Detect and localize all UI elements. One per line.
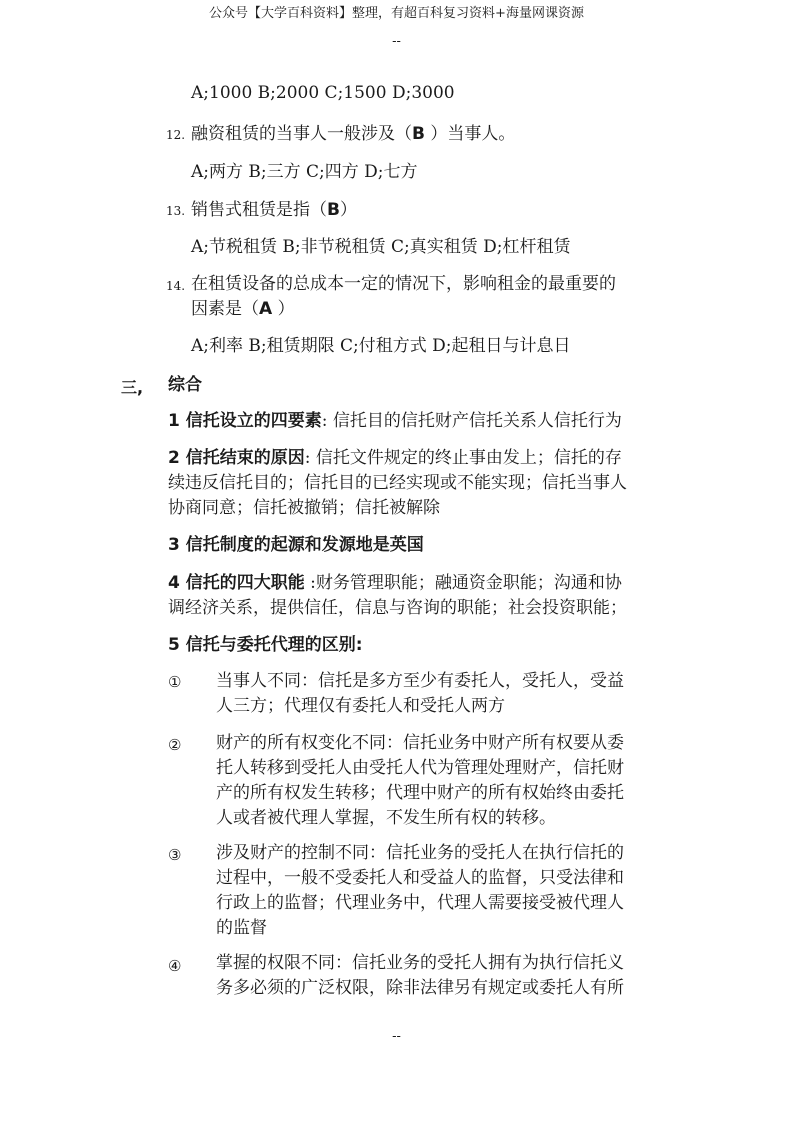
q13-options: A;节税租赁 B;非节税租赁 C;真实租赁 D;杠杆租赁	[191, 237, 571, 257]
item-4-line1: 掌握的权限不同：信托业务的受托人拥有为执行信托义	[216, 953, 624, 973]
q12-stem-a: 融资租赁的当事人一般涉及（	[191, 124, 412, 144]
q14-stem-a: 因素是（	[191, 299, 259, 319]
q12-options: A;两方 B;三方 C;四方 D;七方	[191, 162, 418, 182]
item-1-marker: ①	[168, 673, 182, 691]
item-2-line1: 财产的所有权变化不同：信托业务中财产所有权要从委	[216, 733, 624, 753]
para-4-line2: 调经济关系，提供信任，信息与咨询的职能；社会投资职能；	[168, 598, 627, 618]
q14-options: A;利率 B;租赁期限 C;付租方式 D;起租日与计息日	[191, 336, 571, 356]
para-3-heading: 3 信托制度的起源和发源地是英国	[168, 535, 424, 555]
item-3-line4: 的监督	[216, 918, 267, 938]
item-3-line1: 涉及财产的控制不同：信托业务的受托人在执行信托的	[216, 843, 624, 863]
item-3-marker: ③	[168, 846, 182, 864]
section-title: 综合	[168, 375, 202, 395]
para-1-heading: 1 信托设立的四要素	[168, 411, 322, 431]
q13-stem	[191, 195, 357, 220]
para-4-heading: 4 信托的四大职能	[168, 573, 305, 593]
para-2-line3: 协商同意；信托被撤销；信托被解除	[168, 498, 440, 518]
q14-stem-line2	[191, 294, 295, 319]
item-1-line1: 当事人不同：信托是多方至少有委托人，受托人，受益	[216, 671, 624, 691]
q13-number: 13.	[166, 204, 186, 218]
item-4-line2: 务多必须的广泛权限，除非法律另有规定或委托人有所	[216, 978, 624, 998]
para-1	[168, 406, 622, 431]
item-4-marker: ④	[168, 957, 182, 975]
item-3-line3: 行政上的监督；代理业务中，代理人需要接受被代理人	[216, 893, 624, 913]
para-2-line2: 续违反信托目的；信托目的已经实现或不能实现；信托当事人	[168, 473, 627, 493]
page-header: 公众号【大学百科资料】整理，有超百科复习资料+海量网课资源	[209, 6, 584, 21]
q14-answer: A	[259, 299, 273, 319]
para-2-line1	[168, 443, 622, 468]
q14-number: 14.	[166, 279, 186, 293]
q13-stem-b: ）	[339, 200, 357, 220]
q13-answer: B	[327, 200, 340, 220]
item-2-line3: 产的所有权发生转移；代理中财产的所有权始终由委托	[216, 783, 624, 803]
q12-stem-b: ）当事人。	[424, 124, 516, 144]
para-4-text: :财务管理职能；融通资金职能；沟通和协	[304, 573, 622, 593]
footer-separator: --	[392, 1029, 401, 1044]
para-2-heading: 2 信托结束的原因	[168, 448, 305, 468]
para-1-text: : 信托目的信托财产信托关系人信托行为	[321, 411, 622, 431]
item-1-line2: 人三方；代理仅有委托人和受托人两方	[216, 696, 505, 716]
q14-stem-line1: 在租赁设备的总成本一定的情况下，影响租金的最重要的	[191, 274, 616, 294]
q14-stem-b: ）	[272, 299, 295, 319]
para-4-line1	[168, 568, 622, 593]
header-separator: --	[392, 34, 401, 49]
q12-stem	[191, 119, 515, 144]
item-2-line2: 托人转移到受托人由受托人代为管理处理财产，信托财	[216, 758, 624, 778]
q12-answer: B	[412, 124, 425, 144]
item-2-line4: 人或者被代理人掌握，不发生所有权的转移。	[216, 808, 556, 828]
para-2-text: : 信托文件规定的终止事由发上；信托的存	[304, 448, 622, 468]
item-3-line2: 过程中，一般不受委托人和受益人的监督，只受法律和	[216, 868, 624, 888]
section-number: 三,	[121, 378, 144, 397]
para-5-heading: 5 信托与委托代理的区别:	[168, 635, 363, 655]
q11-options: A;1000 B;2000 C;1500 D;3000	[191, 83, 455, 103]
q13-stem-a: 销售式租赁是指（	[191, 200, 327, 220]
q12-number: 12.	[166, 128, 186, 142]
item-2-marker: ②	[168, 736, 182, 754]
